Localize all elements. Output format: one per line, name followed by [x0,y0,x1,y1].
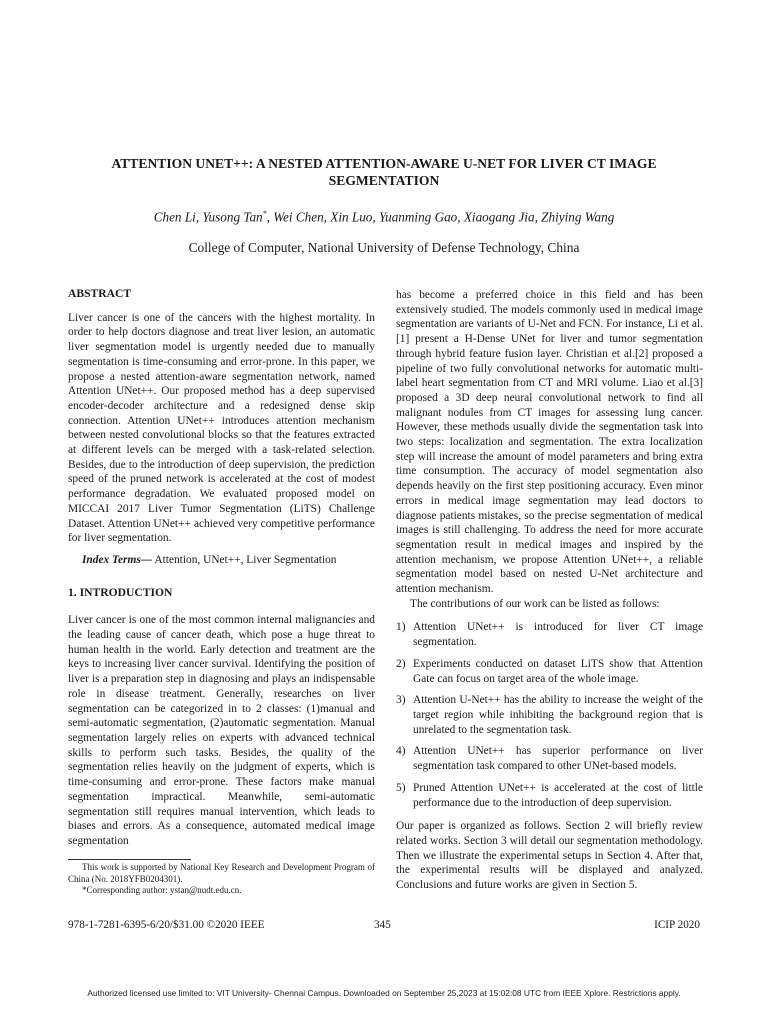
abstract-text: Liver cancer is one of the cancers with the highest mortality. In order to help doctors diagnose and treat liver lesion, an automatic liver segmentation model is urgently needed due to manually segmentation is time-consuming and error-prone. In this paper, we propose a nested attention-aware segmentation network, named Attention UNet++. Our proposed method has a deep supervised encoder-decoder architecture and a redesigned dense skip connection. Attention UNet++ introduces attention mechanism between nested convolutional blocks so that the features extracted at different levels can be merged with a task-related selection. Besides, due to the introduction of deep supervision, the prediction speed of the pruned network is accelerated at the cost of modest performance degradation. We evaluated proposed model on MICCAI 2017 Liver Tumor Segmentation (LiTS) Challenge Dataset. Attention UNet++ achieved very competitive performance for liver segmentation. [68,311,375,545]
footnote-divider [68,859,191,860]
authors-first: Chen Li, Yusong Tan [153,209,263,225]
contribution-number: 4) [396,745,406,758]
license-notice: Authorized licensed use limited to: VIT University- Chennai Campus. Downloaded on September 25,2023 at 15:02:08 UTC from IEEE Xplore. Restrictions apply. [87,988,681,998]
contribution-item [396,620,703,649]
index-terms-label: Index Terms— [82,553,153,566]
authors-rest: , Wei Chen, Xin Luo, Yuanming Gao, Xiaogang Jia, Zhiying Wang [266,209,615,225]
index-terms-list: Attention, UNet++, Liver Segmentation [152,553,337,566]
contributions-intro: The contributions of our work can be listed as follows: [410,597,660,610]
conference-name: ICIP 2020 [654,919,700,931]
abstract-heading: ABSTRACT [68,287,132,300]
intro-paragraph-1: Liver cancer is one of the most common internal malignancies and the leading cause of cancer death, which pose a huge threat to human health in the world. Early detection and treatment are the keys to increasing liver cancer survival. Identifying the position of liver is a preparation step in diagnosing and plays an indispensable role in disease treatment. Generally, researches on liver segmentation can be categorized in to 2 classes: (1)manual and semi-automatic segmentation, (2)automatic segmentation. Manual segmentation largely relies on experts with advanced technical skills to perform such tasks. Besides, the quality of the segmentation relies heavily on the judgment of experts, which is time-consuming and error-prone. These factors make manual segmentation impractical. Meanwhile, semi-automatic segmentation still requires manual intervention, which leads to biases and errors. As a consequence, automated medical image segmentation [68,614,375,847]
footnotes [68,862,375,897]
contribution-text: Experiments conducted on dataset LiTS show that Attention Gate can focus on target area of the whole image. [413,657,703,685]
contribution-text: Attention U-Net++ has the ability to increase the weight of the target region while inhibiting the background region that is unrelated to the segmentation task. [413,694,703,736]
contribution-item [396,657,703,686]
contribution-text: Attention UNet++ is introduced for liver CT image segmentation. [413,621,703,649]
contribution-item [396,693,703,737]
left-column [68,287,375,849]
author-list [40,205,728,225]
right-column [396,288,703,893]
intro-paragraph-3: Our paper is organized as follows. Section 2 will briefly review related works. Section 3 will detail our segmentation methodology. Then we illustrate the experimental setups in Section 4. After that, the experimental results will be displayed and analyzed. Conclusions and future works are given in Section 5. [396,820,703,892]
index-terms [68,553,375,568]
contribution-number: 3) [396,694,406,707]
funding-footnote: This work is supported by National Key Research and Development Program of China (No. 2018YFB0204301). [68,862,375,884]
page-number: 345 [374,919,391,931]
contribution-item [396,744,703,773]
contribution-number: 1) [396,621,406,634]
introduction-heading: 1. INTRODUCTION [68,585,173,599]
contribution-text: Pruned Attention UNet++ is accelerated at the cost of little performance due to the introduction of deep supervision. [413,781,703,809]
affiliation: College of Computer, National University of Defense Technology, China [188,240,580,255]
contribution-item [396,781,703,810]
paper-title: ATTENTION UNET++: A NESTED ATTENTION-AWARE U-NET FOR LIVER CT IMAGE SEGMENTATION [111,156,657,188]
corresponding-author-mark: * [262,209,267,218]
contribution-number: 5) [396,781,406,794]
contributions-list [396,620,703,810]
contribution-text: Attention UNet++ has superior performance on liver segmentation task compared to other UNet-based models. [413,745,703,773]
contribution-number: 2) [396,657,406,670]
intro-paragraph-2: has become a preferred choice in this field and has been extensively studied. The models commonly used in medical image segmentation are variants of U-Net and FCN. For instance, Li et al.[1] present a H-Dense UNet for liver and tumor segmentation through hybrid feature fusion layer. Christian et al.[2] proposed a pipeline of two fully convolutional networks for automatic multi-label heart segmentation from CT and MRI volume. Liao et al.[3] proposed a 3D deep neural convolutional network to find all malignant nodules from CT images for assessing lung cancer. However, these methods usually divide the segmentation task into two steps: localization and segmentation. The extra localization step will increase the amount of model parameters and bring extra time consumption. The accuracy of model segmentation also depends heavily on the first step positioning accuracy. Even minor errors in medical image segmentation may lead doctors to diagnose patients mistakes, so the precise segmentation of medical images is still challenging. To address the need for more accurate segmentation result in medical images and inspired by the attention mechanism, we propose Attention UNet++, a reliable segmentation model based on nested U-Net architecture and attention mechanism. [396,289,703,596]
corresponding-author-footnote: *Corresponding author: ystan@nudt.edu.cn. [82,885,242,896]
isbn-copyright: 978-1-7281-6395-6/20/$31.00 ©2020 IEEE [68,919,265,931]
